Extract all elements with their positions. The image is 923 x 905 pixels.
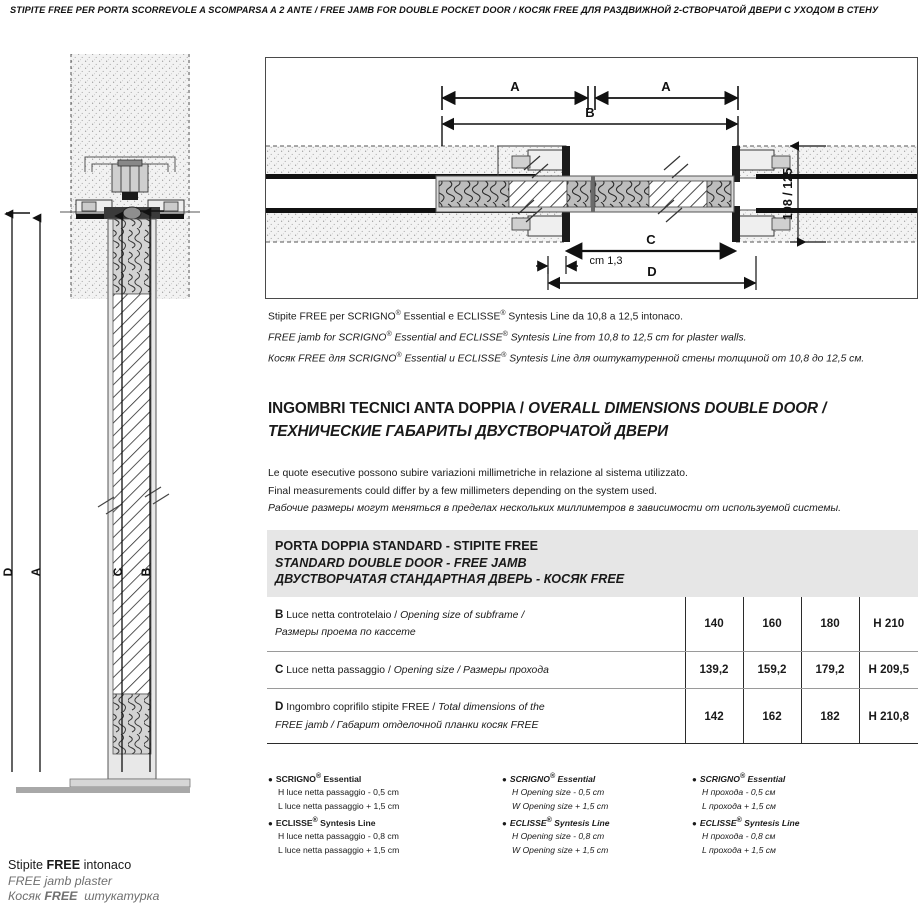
- cell-b-160: 160: [743, 597, 801, 652]
- dim-label-cm: cm 1,3: [589, 255, 623, 267]
- dim-label-d: D: [647, 264, 657, 279]
- cell-c-h: H 209,5: [859, 651, 918, 689]
- dimensions-table-wrap: [267, 530, 918, 744]
- left-drawing-svg: [0, 52, 262, 812]
- left-drawing-caption: [8, 858, 258, 905]
- dim-label-thickness: 108 / 125: [781, 167, 795, 221]
- caption-line-ru: Косяк FREE для SCRIGNO® Essential и ECLISSE® Syntesis Line для оштукатуренной стены толщиной от 10,8 до 12,5 см.: [268, 351, 865, 365]
- footnote-title-eclisse-it: ● ECLISSE® Syntesis Line: [268, 816, 376, 828]
- table-header-cell: [267, 530, 918, 597]
- footnote-line-en-1: H Opening size - 0,5 cm: [512, 787, 605, 798]
- row-label-b: B Luce netta controtelaio / Opening size of subframe / Размеры проема по кассете: [267, 597, 685, 652]
- table-row: [267, 597, 918, 652]
- cell-b-180: 180: [801, 597, 859, 652]
- plan-drawing-svg: [266, 58, 917, 298]
- footnotes-russian: [692, 770, 907, 857]
- cell-d-162: 162: [743, 689, 801, 744]
- cell-b-140: 140: [685, 597, 743, 652]
- footnote-title-scrigno-ru: ● SCRIGNO® Essential: [692, 773, 786, 784]
- right-column: [265, 0, 923, 866]
- footnote-line-it-4: L luce netta passaggio + 1,5 cm: [278, 844, 400, 855]
- cell-d-142: 142: [685, 689, 743, 744]
- caption-line-it: Stipite FREE per SCRIGNO® Essential e ECLISSE® Syntesis Line da 10,8 a 12,5 intonaco.: [268, 310, 684, 323]
- footnote-line-en-2: W Opening size + 1,5 cm: [512, 801, 609, 812]
- left-section-drawing: [0, 52, 262, 903]
- page-banner: STIPITE FREE PER PORTA SCORREVOLE A SCOMPARSA A 2 ANTE / FREE JAMB FOR DOUBLE POCKET DOOR / КОСЯК FREE ДЛЯ РАЗДВИЖНОЙ 2-СТВОРЧАТОЙ ДВЕРИ С УХОДОМ В СТЕНУ: [10, 5, 879, 15]
- footnote-line-ru-1: H прохода - 0,5 см: [702, 787, 776, 798]
- table-row: [267, 651, 918, 689]
- dim-label-c: C: [646, 232, 656, 247]
- left-dim-label-c: C: [111, 567, 125, 577]
- table-header-en: STANDARD DOUBLE DOOR - FREE JAMB: [275, 555, 527, 570]
- row-label-d: D Ingombro coprifilo stipite FREE / Total dimensions of the FREE jamb / Габарит отделочной планки косяк FREE: [267, 689, 685, 744]
- cell-c-1792: 179,2: [801, 651, 859, 689]
- left-dim-label-b: B: [139, 567, 153, 577]
- left-caption-it: Stipite FREE intonaco: [8, 858, 132, 872]
- footnote-line-it-1: H luce netta passaggio - 0,5 cm: [278, 787, 399, 798]
- row-label-c: C Luce netta passaggio / Opening size / Размеры прохода: [267, 651, 685, 689]
- note-line-it: Le quote esecutive possono subire variazioni millimetriche in relazione al sistema utilizzato.: [268, 468, 688, 479]
- footnote-line-ru-3: H прохода - 0,8 см: [702, 831, 776, 842]
- cell-b-h: H 210: [859, 597, 918, 652]
- footnote-line-ru-4: L прохода + 1,5 см: [702, 844, 776, 855]
- table-row: [267, 689, 918, 744]
- footnote-line-it-3: H luce netta passaggio - 0,8 cm: [278, 831, 399, 842]
- footnote-title-eclisse-en: ● ECLISSE® Syntesis Line: [502, 816, 610, 828]
- note-line-en: Final measurements could differ by a few millimeters depending on the system used.: [268, 485, 658, 497]
- footnote-title-scrigno-en: ● SCRIGNO® Essential: [502, 773, 596, 784]
- footnote-title-scrigno-it: ● SCRIGNO® Essential: [268, 773, 362, 784]
- note-block: [268, 465, 918, 518]
- table-header-row: [267, 530, 918, 597]
- footnote-line-it-2: L luce netta passaggio + 1,5 cm: [278, 801, 400, 812]
- section-title-line1: INGOMBRI TECNICI ANTA DOPPIA / OVERALL DIMENSIONS DOUBLE DOOR /: [268, 400, 827, 417]
- table-header-ru: ДВУСТВОРЧАТАЯ СТАНДАРТНАЯ ДВЕРЬ - КОСЯК FREE: [275, 572, 625, 586]
- footnote-line-ru-2: L прохода + 1,5 см: [702, 801, 776, 812]
- table-header-it: PORTA DOPPIA STANDARD - STIPITE FREE: [275, 539, 539, 553]
- caption-line-en: FREE jamb for SCRIGNO® Essential and ECLISSE® Syntesis Line from 10,8 to 12,5 cm for plaster walls.: [268, 330, 747, 344]
- drawing-caption-block: [268, 305, 918, 368]
- plan-section-drawing: [265, 57, 918, 299]
- footnotes-italian: [268, 770, 483, 857]
- footnote-title-eclisse-ru: ● ECLISSE® Syntesis Line: [692, 816, 800, 828]
- left-dim-label-d: D: [1, 567, 15, 577]
- note-line-ru: Рабочие размеры могут меняться в пределах нескольких миллиметров в зависимости от используемой системы.: [268, 503, 842, 514]
- cell-d-h: H 210,8: [859, 689, 918, 744]
- dimensions-table: [267, 530, 918, 744]
- footnotes-english: [502, 770, 717, 857]
- left-dim-label-a: A: [29, 567, 43, 577]
- dim-label-a-left: A: [510, 79, 520, 94]
- left-caption-en: FREE jamb plaster: [8, 873, 112, 888]
- footnote-line-en-3: H Opening size - 0,8 cm: [512, 831, 605, 842]
- section-title-line2: ТЕХНИЧЕСКИЕ ГАБАРИТЫ ДВУСТВОРЧАТОЙ ДВЕРИ: [268, 422, 668, 440]
- left-caption-ru: Косяк FREE штукатурка: [8, 889, 160, 903]
- cell-c-1592: 159,2: [743, 651, 801, 689]
- section-title: [268, 398, 918, 443]
- cell-c-1392: 139,2: [685, 651, 743, 689]
- cell-d-182: 182: [801, 689, 859, 744]
- dim-label-b: B: [585, 105, 595, 120]
- dim-label-a-right: A: [661, 79, 671, 94]
- footnote-line-en-4: W Opening size + 1,5 cm: [512, 844, 609, 855]
